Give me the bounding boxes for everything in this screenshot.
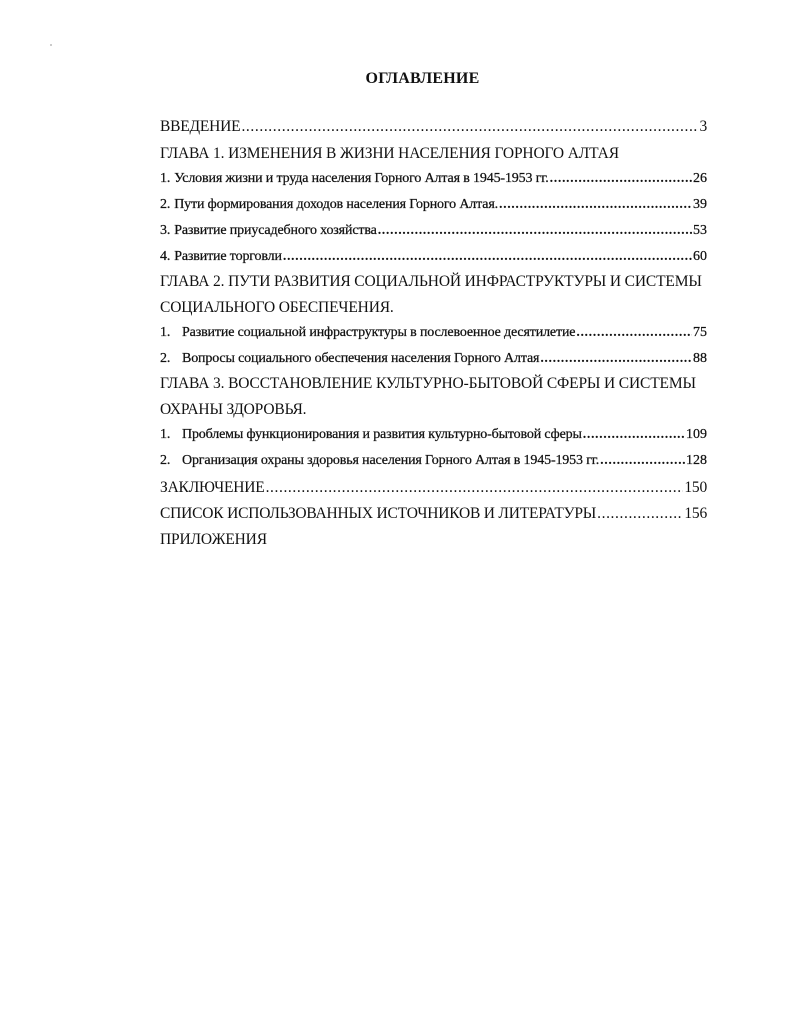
toc-entry-page: 109 — [686, 427, 707, 442]
toc-entry-page: 75 — [693, 325, 707, 340]
toc-entry-page: 39 — [693, 197, 707, 212]
chapter-3-heading-line-2[interactable]: ОХРАНЫ ЗДОРОВЬЯ. — [160, 401, 307, 418]
toc-entry-label: Проблемы функционирования и развития культурно-бытовой сферы — [182, 427, 582, 442]
toc-entry-label: Условия жизни и труда населения Горного Алтая в 1945-1953 гг. — [174, 171, 549, 186]
toc-entry-label: Развитие социальной инфраструктуры в послевоенное десятилетие — [182, 325, 576, 340]
toc-entry-page: 156 — [684, 505, 707, 522]
toc-entry-1-4[interactable] — [160, 249, 707, 273]
toc-entry-label: ЗАКЛЮЧЕНИЕ — [160, 479, 265, 496]
toc-entry-page: 3 — [699, 118, 707, 135]
section-number: 2. — [160, 453, 171, 468]
leader-dots — [600, 453, 685, 469]
leader-dots — [550, 171, 692, 187]
section-number: 4. — [160, 249, 171, 264]
chapter-2-heading-line-2[interactable]: СОЦИАЛЬНОГО ОБЕСПЕЧЕНИЯ. — [160, 299, 394, 316]
toc-entry-2-1[interactable] — [160, 325, 707, 349]
toc-entry-1-2[interactable] — [160, 197, 707, 221]
toc-entry-3-1[interactable] — [160, 427, 707, 451]
toc-entry-appendices[interactable]: ПРИЛОЖЕНИЯ — [160, 531, 267, 548]
toc-entry-page: 60 — [693, 249, 707, 264]
leader-dots — [597, 505, 683, 523]
toc-entry-label: Вопросы социального обеспечения населения Горного Алтая — [182, 351, 540, 366]
scan-speck — [50, 44, 52, 46]
toc-entry-3-2[interactable] — [160, 453, 707, 477]
toc-entry-label: Организация охраны здоровья населения Горного Алтая в 1945-1953 гг. — [182, 453, 600, 468]
toc-entry-introduction[interactable] — [160, 118, 707, 142]
toc-entry-page: 88 — [693, 351, 707, 366]
toc-entry-label: СПИСОК ИСПОЛЬЗОВАННЫХ ИСТОЧНИКОВ И ЛИТЕРАТУРЫ — [160, 505, 597, 522]
toc-title: ОГЛАВЛЕНИЕ — [365, 70, 480, 87]
section-number: 2. — [160, 197, 171, 212]
chapter-2-heading-line-1[interactable]: ГЛАВА 2. ПУТИ РАЗВИТИЯ СОЦИАЛЬНОЙ ИНФРАСТРУКТУРЫ И СИСТЕМЫ — [160, 273, 702, 290]
section-number: 1. — [160, 325, 171, 340]
chapter-3-heading-line-1[interactable]: ГЛАВА 3. ВОССТАНОВЛЕНИЕ КУЛЬТУРНО-БЫТОВОЙ СФЕРЫ И СИСТЕМЫ — [160, 375, 696, 392]
toc-entry-label: ВВЕДЕНИЕ — [160, 118, 241, 135]
toc-entry-1-1[interactable] — [160, 171, 707, 195]
leader-dots — [283, 249, 692, 265]
section-number: 2. — [160, 351, 171, 366]
leader-dots — [266, 479, 684, 497]
leader-dots — [378, 223, 692, 239]
toc-entry-1-3[interactable] — [160, 223, 707, 247]
toc-entry-label: Пути формирования доходов населения Горного Алтая. — [174, 197, 498, 212]
toc-entry-label: Развитие приусадебного хозяйства — [174, 223, 377, 238]
toc-entry-page: 150 — [684, 479, 707, 496]
leader-dots — [576, 325, 692, 341]
leader-dots — [499, 197, 692, 213]
section-number: 1. — [160, 171, 171, 186]
toc-entry-page: 26 — [693, 171, 707, 186]
leader-dots — [241, 118, 698, 136]
chapter-1-heading[interactable]: ГЛАВА 1. ИЗМЕНЕНИЯ В ЖИЗНИ НАСЕЛЕНИЯ ГОРНОГО АЛТАЯ — [160, 145, 619, 162]
toc-entry-page: 128 — [686, 453, 707, 468]
toc-entry-2-2[interactable] — [160, 351, 707, 375]
leader-dots — [583, 427, 685, 443]
toc-entry-bibliography[interactable] — [160, 505, 707, 529]
section-number: 3. — [160, 223, 171, 238]
section-number: 1. — [160, 427, 171, 442]
leader-dots — [540, 351, 692, 367]
toc-entry-conclusion[interactable] — [160, 479, 707, 503]
toc-entry-page: 53 — [693, 223, 707, 238]
toc-entry-label: Развитие торговли — [174, 249, 282, 264]
